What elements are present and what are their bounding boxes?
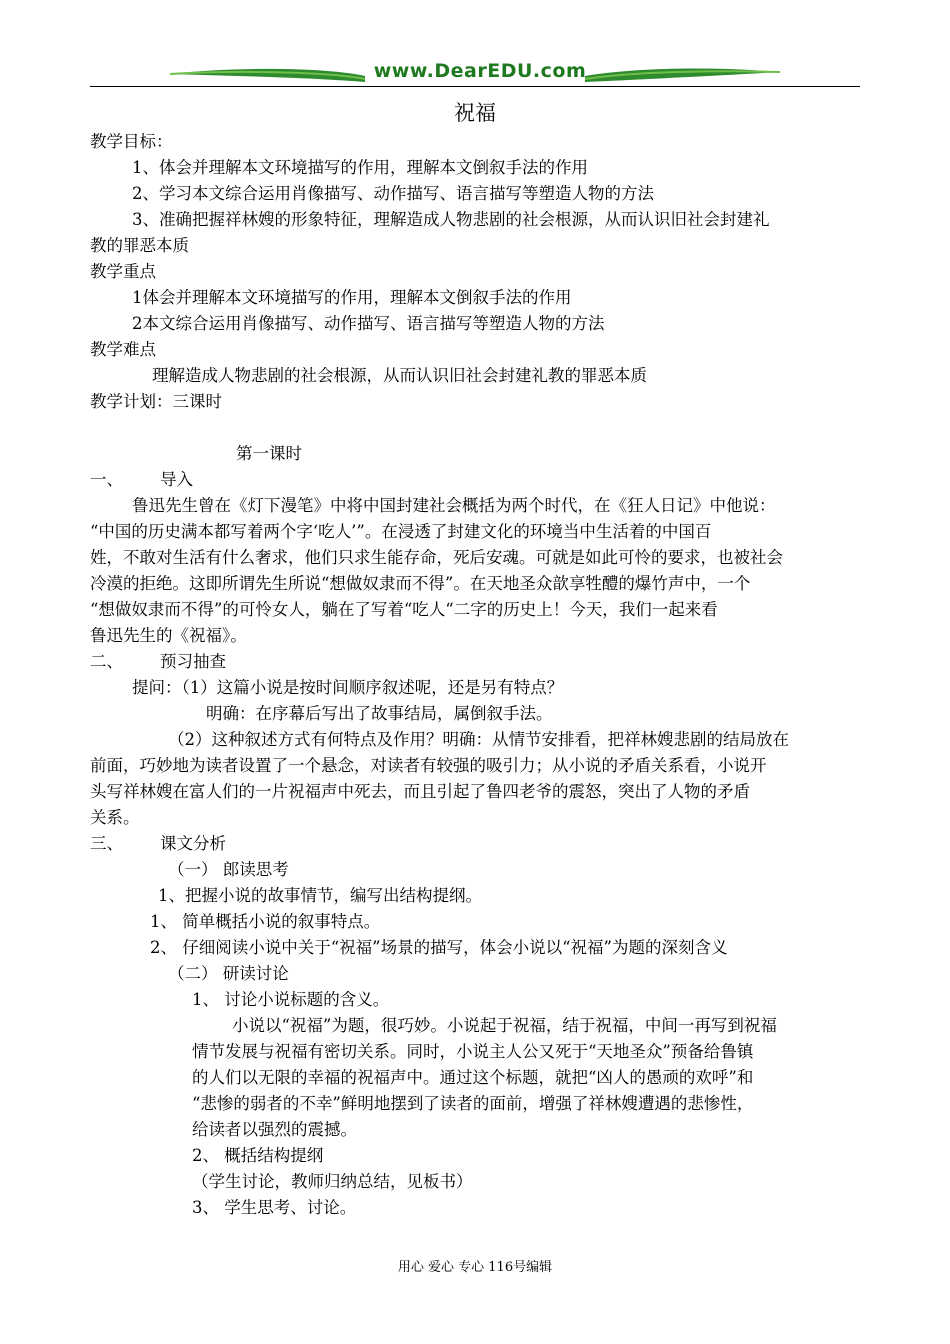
section-number: 一、 (90, 470, 123, 489)
section-title: 课文分析 (160, 834, 226, 853)
answer-line: 前面，巧妙地为读者设置了一个悬念，对读者有较强的吸引力；从小说的矛盾关系看，小说开 (90, 756, 767, 775)
goal-item: 3、准确把握祥林嫂的形象特征，理解造成人物悲剧的社会根源，从而认识旧社会封建礼 (132, 210, 770, 229)
page-footer: 用心 爱心 专心 116号编辑 (397, 1260, 553, 1275)
list-item: 1、把握小说的故事情节，编写出结构提纲。 (158, 886, 482, 905)
question-line: （2）这种叙述方式有何特点及作用？明确：从情节安排看，把祥林嫂悲剧的结局放在 (168, 730, 789, 749)
list-item: 1、 简单概括小说的叙事特点。 (150, 912, 381, 931)
key-point-item: 2本文综合运用肖像描写、动作描写、语言描写等塑造人物的方法 (132, 314, 605, 333)
intro-paragraph-line: 鲁迅先生的《祝福》。 (90, 626, 247, 645)
list-item: 3、 学生思考、讨论。 (192, 1198, 357, 1217)
document-title: 祝福 (454, 101, 496, 125)
subsection-heading: （一） 郎读思考 (168, 860, 289, 879)
header-rule (90, 86, 860, 87)
discussion-paragraph-line: 给读者以强烈的震撼。 (192, 1120, 357, 1139)
intro-paragraph-line: “中国的历史满本都写着两个字‘吃人’”。在浸透了封建文化的环境当中生活着的中国百 (90, 522, 712, 541)
discussion-paragraph-line: 情节发展与祝福有密切关系。同时，小说主人公又死于“天地圣众”预备给鲁镇 (192, 1042, 754, 1061)
difficult-point-item: 理解造成人物悲剧的社会根源，从而认识旧社会封建礼教的罪恶本质 (152, 366, 647, 385)
answer-line: 关系。 (90, 808, 140, 827)
discussion-paragraph-line: “悲惨的弱者的不幸”鲜明地摆到了读者的面前，增强了祥林嫂遭遇的悲惨性， (192, 1094, 754, 1113)
intro-paragraph-line: 冷漠的拒绝。这即所谓先生所说“想做奴隶而不得”。在天地圣众歆享牲醴的爆竹声中，一个 (90, 574, 751, 593)
section-number: 二、 (90, 652, 123, 671)
discussion-paragraph-line: 小说以“祝福”为题，很巧妙。小说起于祝福，结于祝福，中间一再写到祝福 (232, 1016, 777, 1035)
answer-line: 头写祥林嫂在富人们的一片祝福声中死去，而且引起了鲁四老爷的震怒，突出了人物的矛盾 (90, 782, 750, 801)
goal-item: 1、体会并理解本文环境描写的作用，理解本文倒叙手法的作用 (132, 158, 588, 177)
discussion-paragraph-line: 的人们以无限的幸福的祝福声中。通过这个标题，就把“凶人的愚顽的欢呼”和 (192, 1068, 754, 1087)
list-item: 2、 仔细阅读小说中关于“祝福”场景的描写，体会小说以“祝福”为题的深刻含义 (150, 938, 728, 957)
section-number: 三、 (90, 834, 123, 853)
list-item: 1、 讨论小说标题的含义。 (192, 990, 390, 1009)
answer-line: 明确：在序幕后写出了故事结局，属倒叙手法。 (206, 704, 553, 723)
section-title: 预习抽查 (160, 652, 226, 671)
teaching-plan: 教学计划：三课时 (90, 392, 222, 411)
key-points-heading: 教学重点 (90, 262, 156, 281)
intro-paragraph-line: “想做奴隶而不得”的可怜女人，躺在了写着“吃人“二字的历史上！今天，我们一起来看 (90, 600, 718, 619)
lesson-heading: 第一课时 (236, 444, 302, 463)
note-line: （学生讨论，教师归纳总结，见板书） (192, 1172, 473, 1191)
question-line: 提问：（1）这篇小说是按时间顺序叙述呢，还是另有特点？ (132, 678, 564, 697)
intro-paragraph-line: 鲁迅先生曾在《灯下漫笔》中将中国封建社会概括为两个时代，在《狂人日记》中他说： (132, 496, 776, 515)
difficult-points-heading: 教学难点 (90, 340, 156, 359)
goal-item: 2、学习本文综合运用肖像描写、动作描写、语言描写等塑造人物的方法 (132, 184, 654, 203)
goals-heading: 教学目标： (90, 132, 173, 151)
section-title: 导入 (160, 470, 193, 489)
intro-paragraph-line: 姓，不敢对生活有什么奢求，他们只求生能存命，死后安魂。可就是如此可怜的要求，也被社会 (90, 548, 783, 567)
site-logo-text: www.DearEDU.com (373, 60, 587, 82)
key-point-item: 1体会并理解本文环境描写的作用，理解本文倒叙手法的作用 (132, 288, 572, 307)
list-item: 2、 概括结构提纲 (192, 1146, 324, 1165)
subsection-heading: （二） 研读讨论 (168, 964, 289, 983)
goal-item-continued: 教的罪恶本质 (90, 236, 189, 255)
